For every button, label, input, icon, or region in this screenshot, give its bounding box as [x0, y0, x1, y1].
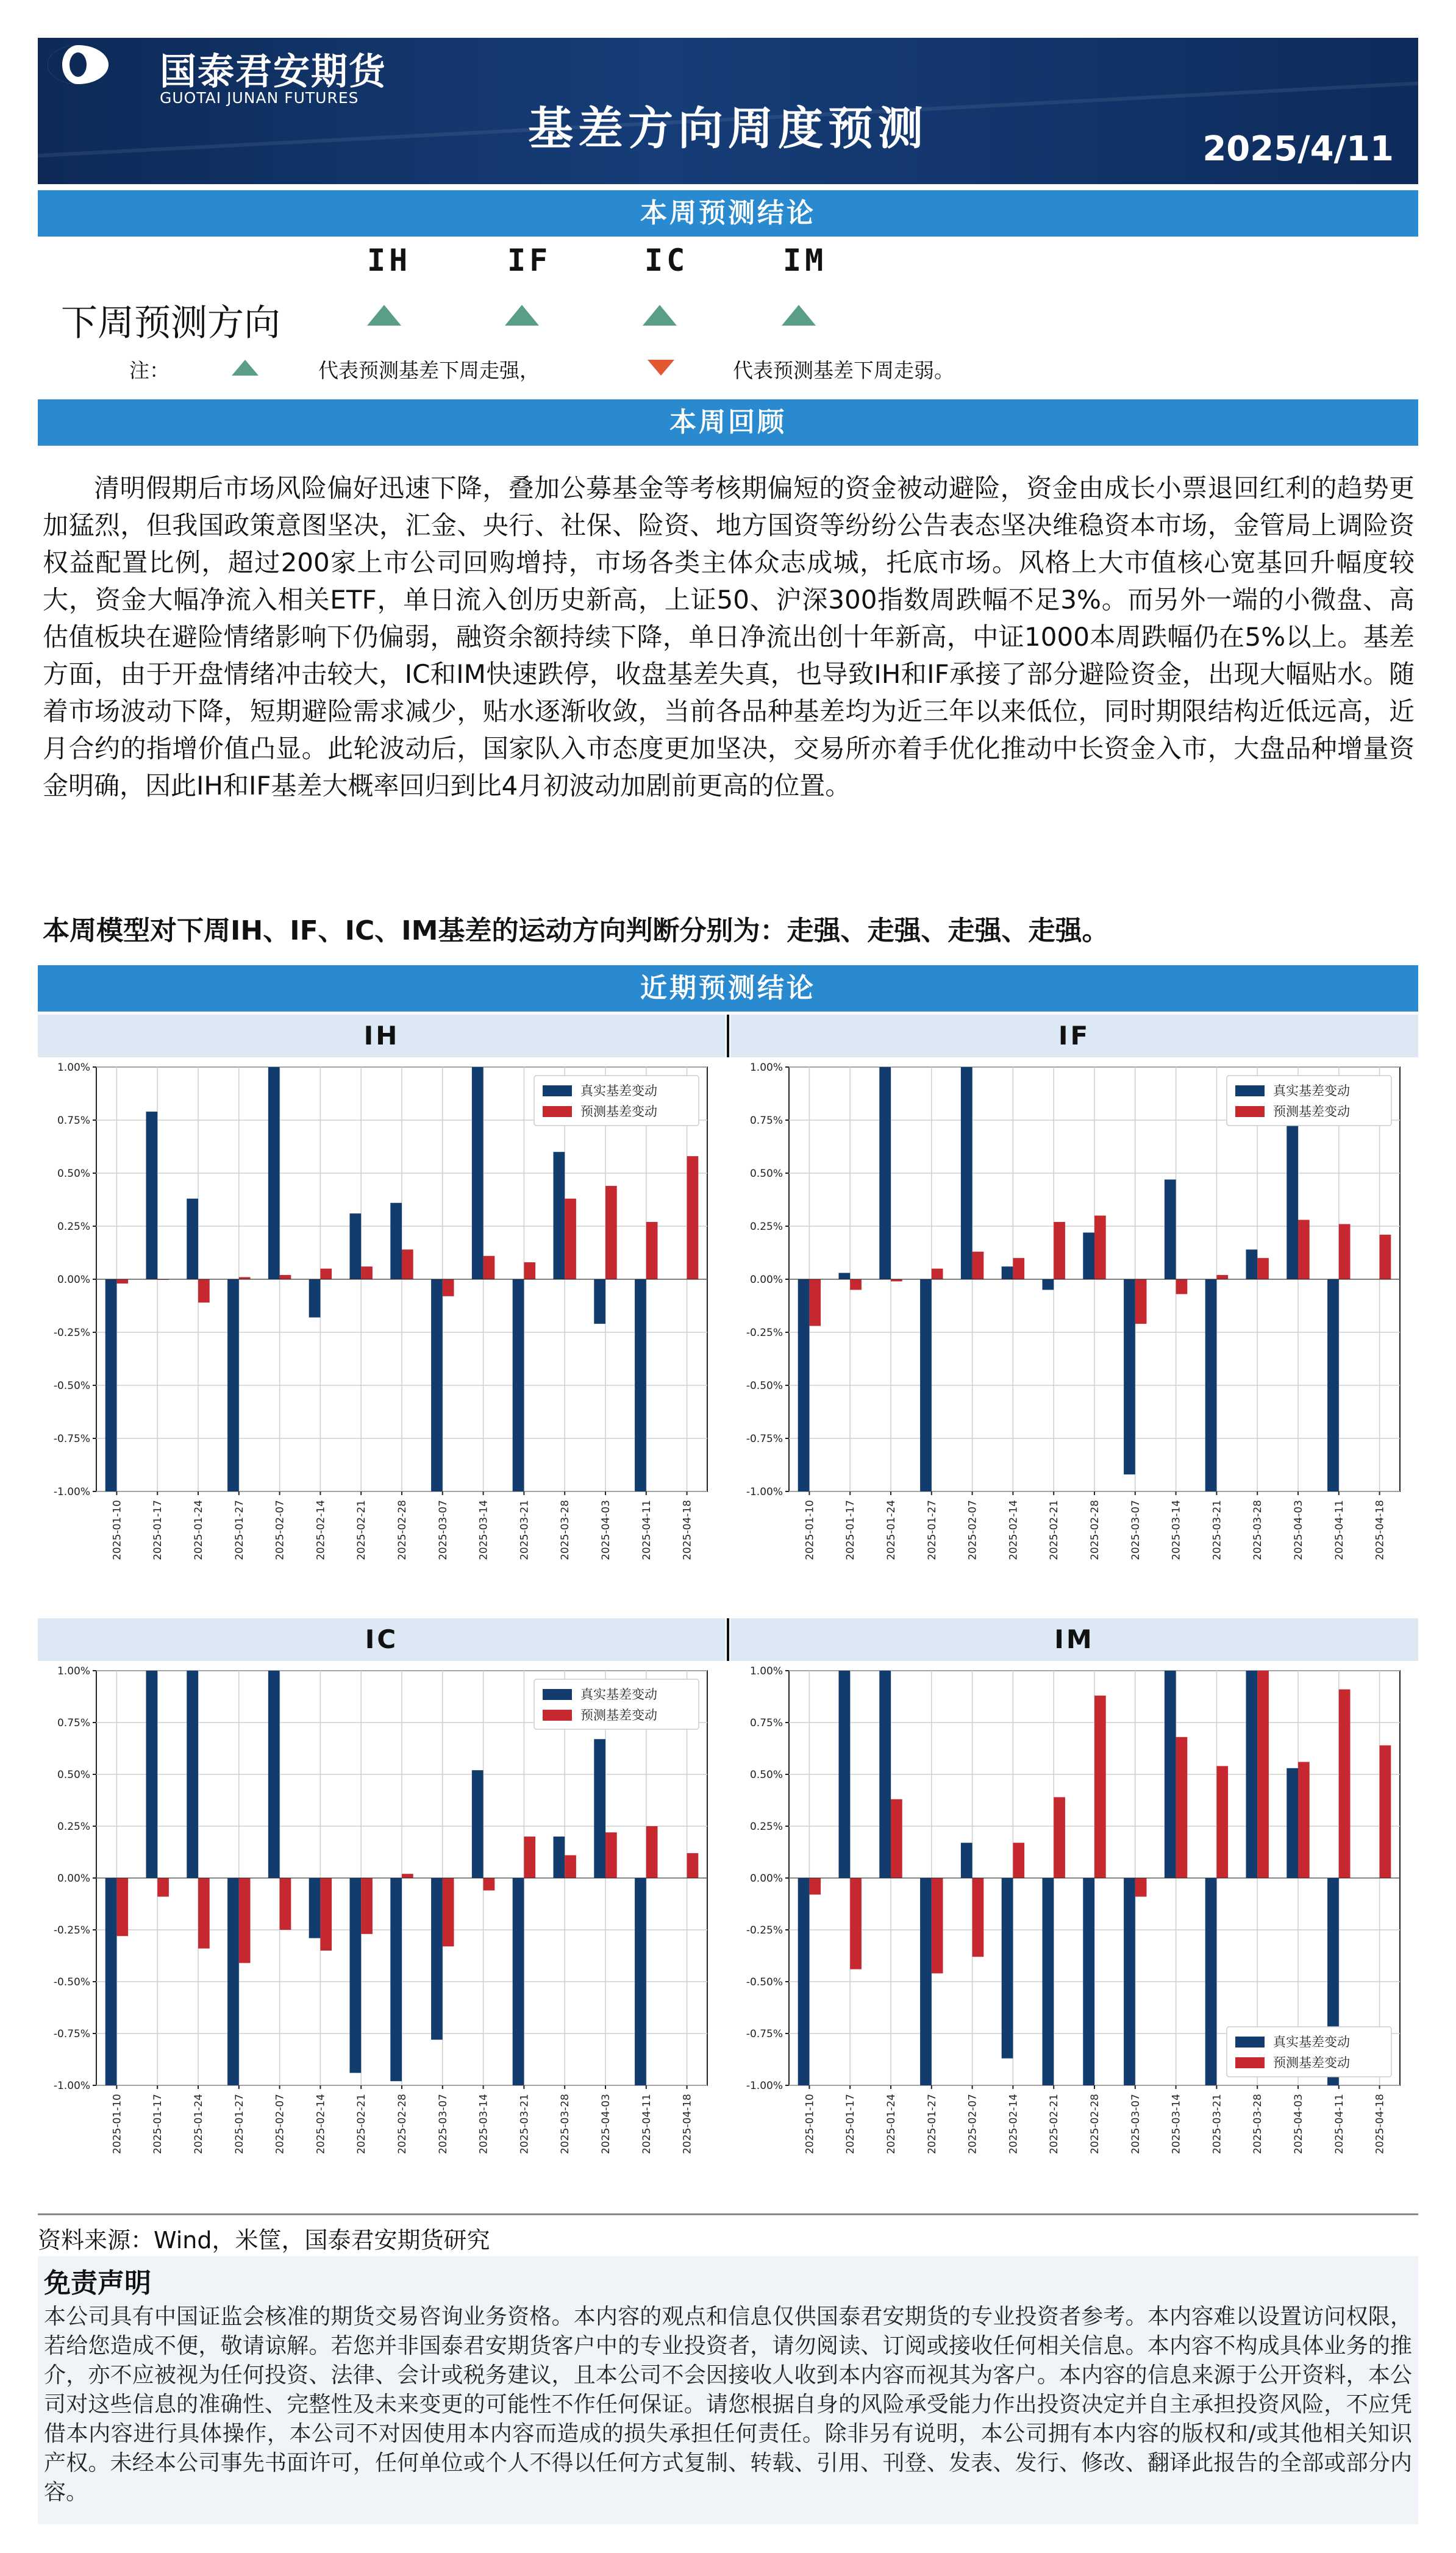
bar-predicted [1216, 1275, 1228, 1279]
disclaimer-title: 免责声明 [44, 2268, 151, 2299]
bar-predicted [484, 1878, 495, 1890]
legend-swatch [1235, 1106, 1265, 1117]
x-tick-label: 2025-01-10 [111, 2094, 124, 2154]
bar-predicted [402, 1249, 413, 1279]
bar-predicted [361, 1266, 373, 1279]
x-tick-label: 2025-01-17 [152, 2094, 165, 2154]
x-tick-label: 2025-01-27 [233, 1500, 246, 1560]
bar-actual [1246, 1249, 1257, 1279]
x-tick-label: 2025-02-21 [355, 1500, 368, 1560]
bar-predicted [809, 1279, 821, 1326]
bar-actual [472, 1770, 484, 1878]
bar-predicted [1176, 1737, 1188, 1878]
x-tick-label: 2025-04-18 [681, 2094, 694, 2154]
y-tick-label: -0.75% [53, 1433, 90, 1445]
y-tick-label: 0.00% [57, 1274, 90, 1286]
bar-predicted [565, 1855, 576, 1878]
x-tick-label: 2025-02-28 [1089, 2094, 1101, 2154]
legend-label: 预测基差变动 [580, 1104, 657, 1119]
bar-predicted [1257, 1258, 1269, 1279]
x-tick-label: 2025-04-03 [1293, 1500, 1305, 1560]
bar-predicted [1380, 1235, 1391, 1279]
y-tick-label: 1.00% [749, 1062, 783, 1074]
y-tick-label: 0.25% [749, 1821, 783, 1833]
bar-actual [594, 1739, 605, 1878]
x-tick-label: 2025-04-11 [1333, 2094, 1346, 2154]
bar-predicted [1176, 1279, 1188, 1294]
bar-actual [1042, 1279, 1054, 1290]
bar-predicted [116, 1878, 128, 1936]
ih-basis-chart [38, 1061, 726, 1613]
bar-predicted [687, 1156, 699, 1279]
bar-predicted [361, 1878, 373, 1934]
disclaimer-text: 本公司具有中国证监会核准的期货交易咨询业务资格。本内容的观点和信息仅供国泰君安期货的专业投资者参考。本内容难以设置访问权限，若给您造成不便，敬请谅解。若您并非国泰君安期货客户中的专业投资者，请勿阅读、订阅或接收任何相关信息。本内容不构成具体业务的推介，亦不应被视为任何投资、法律、会计或税务建议，且本公司不会因接收人收到本内容而视其为客户。本内容的信息来源于公开资料，本公司对这些信息的准确性、完整性及未来变更的可能性不作任何保证。请您根据自身的风险承受能力作出投资决定并自主承担投资风险，不应凭借本内容进行具体操作，本公司不对因使用本内容而造成的损失承担任何责任。除非另有说明，本公司拥有本内容的版权和/或其他相关知识产权。未经本公司事先书面许可，任何单位或个人不得以任何方式复制、转载、引用、刊登、发表、发行、修改、翻译此报告的全部或部分内容。 [44, 2304, 1412, 2505]
bar-predicted [1054, 1222, 1065, 1279]
bar-predicted [932, 1269, 943, 1279]
x-tick-label: 2025-04-03 [1293, 2094, 1305, 2154]
x-tick-label: 2025-03-07 [437, 1500, 449, 1560]
bar-predicted [116, 1279, 128, 1284]
bar-predicted [443, 1279, 454, 1296]
bar-actual [594, 1279, 605, 1324]
bar-actual [1327, 1279, 1339, 1491]
bar-actual [920, 1279, 932, 1491]
bar-actual [961, 1067, 972, 1279]
x-tick-label: 2025-01-17 [844, 1500, 857, 1560]
disclaimer-box [38, 2256, 1418, 2524]
pred-col-ic: IC [644, 243, 689, 278]
bar-predicted [646, 1222, 658, 1279]
bar-actual [146, 1112, 157, 1279]
ic-basis-chart [38, 1665, 726, 2207]
y-tick-label: -1.00% [746, 1486, 783, 1498]
bar-actual [635, 1279, 646, 1491]
x-tick-label: 2025-03-14 [477, 2094, 490, 2154]
x-tick-label: 2025-01-10 [804, 1500, 816, 1560]
bar-actual [961, 1843, 972, 1878]
bar-actual [105, 1279, 117, 1491]
pred-col-im: IM [783, 243, 827, 278]
y-tick-label: 0.50% [749, 1168, 783, 1180]
bar-actual [838, 1671, 850, 1878]
model-conclusion: 本周模型对下周IH、IF、IC、IM基差的运动方向判断分别为：走强、走强、走强、走强。 [43, 915, 1109, 946]
bar-actual [1124, 1878, 1135, 2085]
report-header [38, 38, 1418, 184]
review-text [43, 470, 1415, 804]
bar-predicted [280, 1275, 291, 1279]
bar-actual [920, 1878, 932, 2085]
y-tick-label: -0.25% [53, 1327, 90, 1339]
x-tick-label: 2025-02-14 [315, 2094, 327, 2154]
bar-actual [431, 1878, 443, 2040]
bar-actual [146, 1671, 157, 1878]
y-tick-label: 1.00% [749, 1665, 783, 1677]
bar-predicted [198, 1279, 210, 1302]
pred-col-ih: IH [367, 243, 412, 278]
bar-actual [798, 1878, 810, 2085]
y-tick-label: -0.50% [53, 1976, 90, 1988]
x-tick-label: 2025-02-28 [1089, 1500, 1101, 1560]
bar-actual [431, 1279, 443, 1491]
y-tick-label: 0.50% [57, 1168, 90, 1180]
x-tick-label: 2025-01-24 [193, 2094, 205, 2154]
bar-actual [1124, 1279, 1135, 1474]
note-up-text: 代表预测基差下周走强， [318, 359, 540, 382]
x-tick-label: 2025-02-14 [1007, 1500, 1020, 1560]
x-tick-label: 2025-03-14 [477, 1500, 490, 1560]
chart-title-ic: IC [38, 1618, 726, 1661]
y-tick-label: -0.75% [746, 1433, 783, 1445]
legend-down-arrow-icon [648, 360, 674, 376]
y-tick-label: 0.00% [749, 1873, 783, 1885]
im-basis-chart [730, 1665, 1418, 2207]
bar-predicted [687, 1853, 699, 1878]
bar-predicted [1013, 1258, 1024, 1279]
note-down-text: 代表预测基差下周走弱。 [733, 359, 954, 382]
y-tick-label: 0.00% [57, 1873, 90, 1885]
prediction-panel [38, 238, 1418, 390]
ih-up-arrow-icon [367, 305, 401, 326]
bar-predicted [1094, 1696, 1106, 1878]
y-tick-label: 0.25% [749, 1221, 783, 1233]
legend-up-arrow-icon [232, 360, 259, 376]
y-tick-label: -0.75% [53, 2028, 90, 2040]
legend-swatch [1235, 1085, 1265, 1096]
y-tick-label: 0.25% [57, 1221, 90, 1233]
x-tick-label: 2025-01-27 [926, 2094, 938, 2154]
x-tick-label: 2025-01-24 [193, 1500, 205, 1560]
bar-actual [1286, 1112, 1298, 1279]
y-tick-label: -0.50% [746, 1976, 783, 1988]
y-tick-label: -1.00% [53, 2080, 90, 2092]
bar-predicted [809, 1878, 821, 1894]
page-title: 基差方向周度预测 [528, 102, 928, 155]
x-tick-label: 2025-02-14 [315, 1500, 327, 1560]
x-tick-label: 2025-04-11 [1333, 1500, 1346, 1560]
if-up-arrow-icon [505, 305, 539, 326]
chart-title-ih: IH [38, 1015, 726, 1057]
x-tick-label: 2025-01-24 [885, 2094, 898, 2154]
bar-actual [268, 1671, 280, 1878]
legend-swatch [1235, 2057, 1265, 2068]
bar-predicted [1339, 1224, 1351, 1279]
legend-label: 预测基差变动 [580, 1708, 657, 1723]
legend-label: 真实基差变动 [1273, 1084, 1350, 1098]
y-tick-label: -1.00% [53, 1486, 90, 1498]
review-paragraph: 清明假期后市场风险偏好迅速下降，叠加公募基金等考核期偏短的资金被动避险，资金由成长小票退回红利的趋势更加猛烈，但我国政策意图坚决，汇金、央行、社保、险资、地方国资等纷纷公告表态坚决维稳资本市场，金管局上调险资权益配置比例，超过200家上市公司回购增持，市场各类主体众志成城，托底市场。风格上大市值核心宽基回升幅度较大，资金大幅净流入相关ETF，单日流入创历史新高，上证50、沪深300指数周跌幅不足3%。而另外一端的小微盘、高估值板块在避险情绪影响下仍偏弱，融资余额持续下降，单日净流出创十年新高，中证1000本周跌幅仍在5%以上。基差方面，由于开盘情绪冲击较大，IC和IM快速跌停，收盘基差失真，也导致IH和IF承接了部分避险资金，出现大幅贴水。随着市场波动下降，短期避险需求减少，贴水逐渐收敛，当前各品种基差均为近三年以来低位，同时期限结构近低远高，近月合约的指增价值凸显。此轮波动后，国家队入市态度更加坚决，交易所亦着手优化推动中长资金入市，大盘品种增量资金明确，因此IH和IF基差大概率回归到比4月初波动加剧前更高的位置。 [43, 473, 1415, 801]
bar-actual [105, 1878, 117, 2085]
y-tick-label: 0.75% [57, 1115, 90, 1127]
bar-actual [309, 1279, 321, 1318]
x-tick-label: 2025-03-14 [1170, 2094, 1183, 2154]
x-tick-label: 2025-01-10 [804, 2094, 816, 2154]
x-tick-label: 2025-03-07 [437, 2094, 449, 2154]
x-tick-label: 2025-02-21 [1048, 1500, 1061, 1560]
bar-actual [1205, 1878, 1217, 2085]
legend-label: 真实基差变动 [1273, 2035, 1350, 2049]
bar-predicted [157, 1878, 169, 1897]
bar-actual [390, 1878, 402, 2081]
bar-predicted [1054, 1797, 1065, 1878]
bar-predicted [1135, 1279, 1147, 1324]
x-tick-label: 2025-02-07 [274, 1500, 287, 1560]
y-tick-label: -0.50% [53, 1380, 90, 1392]
bar-actual [798, 1279, 810, 1491]
section-bar-review: 本周回顾 [38, 399, 1418, 446]
note-prefix: 注： [129, 359, 170, 382]
x-tick-label: 2025-04-18 [681, 1500, 694, 1560]
bar-actual [1246, 1671, 1257, 1878]
x-tick-label: 2025-01-27 [233, 2094, 246, 2154]
bar-actual [553, 1837, 565, 1878]
bar-predicted [605, 1186, 617, 1279]
section-bar-conclusion: 本周预测结论 [38, 190, 1418, 237]
x-tick-label: 2025-04-03 [600, 1500, 612, 1560]
report-date: 2025/4/11 [1202, 129, 1394, 169]
bar-predicted [239, 1878, 251, 1963]
y-tick-label: 0.00% [749, 1274, 783, 1286]
x-tick-label: 2025-02-07 [966, 2094, 979, 2154]
legend-swatch [1235, 2037, 1265, 2048]
y-tick-label: -0.75% [746, 2028, 783, 2040]
company-name-cn: 国泰君安期货 [160, 51, 387, 93]
x-tick-label: 2025-02-14 [1007, 2094, 1020, 2154]
x-tick-label: 2025-03-14 [1170, 1500, 1183, 1560]
bar-actual [513, 1878, 524, 2085]
y-tick-label: -0.25% [53, 1924, 90, 1937]
bar-actual [309, 1878, 321, 1938]
bar-predicted [605, 1832, 617, 1878]
legend-label: 真实基差变动 [580, 1084, 657, 1098]
chart-title-if: IF [730, 1015, 1418, 1057]
bar-predicted [198, 1878, 210, 1949]
x-tick-label: 2025-03-07 [1129, 2094, 1142, 2154]
y-tick-label: 0.75% [749, 1717, 783, 1729]
x-tick-label: 2025-02-21 [1048, 2094, 1061, 2154]
bar-predicted [1339, 1690, 1351, 1878]
legend-label: 真实基差变动 [580, 1687, 657, 1702]
x-tick-label: 2025-04-18 [1374, 1500, 1386, 1560]
x-tick-label: 2025-03-28 [559, 2094, 572, 2154]
bar-actual [553, 1152, 565, 1279]
x-tick-label: 2025-04-03 [600, 2094, 612, 2154]
legend-swatch [543, 1106, 572, 1117]
x-tick-label: 2025-03-21 [518, 1500, 531, 1560]
chart-title-im: IM [730, 1618, 1418, 1661]
bar-predicted [1298, 1762, 1310, 1878]
bar-actual [187, 1199, 198, 1279]
bar-actual [635, 1878, 646, 2085]
bar-predicted [565, 1199, 576, 1279]
x-tick-label: 2025-03-28 [1252, 2094, 1265, 2154]
y-tick-label: -0.50% [746, 1380, 783, 1392]
prediction-label: 下周预测方向 [61, 302, 280, 345]
y-tick-label: 0.25% [57, 1821, 90, 1833]
bar-predicted [239, 1277, 251, 1279]
ic-up-arrow-icon [643, 305, 677, 326]
x-tick-label: 2025-03-21 [518, 2094, 531, 2154]
bar-actual [349, 1213, 361, 1279]
bar-predicted [646, 1826, 658, 1878]
bar-predicted [850, 1878, 862, 1969]
y-tick-label: 1.00% [57, 1665, 90, 1677]
bar-actual [268, 1067, 280, 1279]
x-tick-label: 2025-02-21 [355, 2094, 368, 2154]
bar-predicted [524, 1837, 535, 1878]
bar-actual [390, 1203, 402, 1279]
section-bar-recent: 近期预测结论 [38, 965, 1418, 1012]
bar-actual [227, 1878, 239, 2085]
bar-predicted [932, 1878, 943, 1973]
bar-actual [472, 1067, 484, 1279]
bar-predicted [1135, 1878, 1147, 1897]
x-tick-label: 2025-01-10 [111, 1500, 124, 1560]
bar-actual [187, 1671, 198, 1878]
x-tick-label: 2025-01-17 [152, 1500, 165, 1560]
legend-swatch [543, 1710, 572, 1721]
legend-swatch [543, 1689, 572, 1700]
y-tick-label: -1.00% [746, 2080, 783, 2092]
bar-actual [349, 1878, 361, 2073]
x-tick-label: 2025-02-28 [396, 2094, 409, 2154]
company-logo-icon [43, 41, 134, 88]
x-tick-label: 2025-02-28 [396, 1500, 409, 1560]
y-tick-label: -0.25% [746, 1924, 783, 1937]
legend-label: 预测基差变动 [1273, 1104, 1350, 1119]
bar-predicted [1257, 1671, 1269, 1878]
x-tick-label: 2025-01-17 [844, 2094, 857, 2154]
bar-predicted [320, 1878, 332, 1951]
bar-actual [1083, 1878, 1094, 2085]
bar-predicted [320, 1269, 332, 1279]
y-tick-label: 0.75% [57, 1717, 90, 1729]
x-tick-label: 2025-01-24 [885, 1500, 898, 1560]
x-tick-label: 2025-03-21 [1211, 1500, 1224, 1560]
bar-predicted [443, 1878, 454, 1946]
if-basis-chart [730, 1061, 1418, 1613]
bar-predicted [1094, 1216, 1106, 1279]
bar-actual [1042, 1878, 1054, 2085]
bar-actual [879, 1671, 891, 1878]
bar-predicted [1298, 1220, 1310, 1279]
bar-actual [1002, 1878, 1013, 2058]
x-tick-label: 2025-04-11 [640, 2094, 653, 2154]
bar-predicted [1013, 1843, 1024, 1878]
bar-predicted [850, 1279, 862, 1290]
y-tick-label: -0.25% [746, 1327, 783, 1339]
company-name-en: GUOTAI JUNAN FUTURES [160, 89, 359, 107]
bar-actual [1083, 1232, 1094, 1279]
y-tick-label: 0.75% [749, 1115, 783, 1127]
bar-predicted [280, 1878, 291, 1930]
y-tick-label: 0.50% [749, 1769, 783, 1781]
bar-predicted [972, 1878, 984, 1957]
chart-divider [727, 1015, 729, 1057]
bar-predicted [891, 1279, 902, 1281]
y-tick-label: 1.00% [57, 1062, 90, 1074]
bar-predicted [972, 1252, 984, 1279]
bar-actual [1286, 1768, 1298, 1878]
bar-actual [838, 1273, 850, 1279]
x-tick-label: 2025-03-21 [1211, 2094, 1224, 2154]
x-tick-label: 2025-01-27 [926, 1500, 938, 1560]
bar-actual [1165, 1179, 1176, 1279]
bar-actual [1002, 1266, 1013, 1279]
data-source: 资料来源：Wind，米筐，国泰君安期货研究 [38, 2213, 1418, 2255]
x-tick-label: 2025-03-07 [1129, 1500, 1142, 1560]
bar-predicted [891, 1799, 902, 1878]
bar-predicted [524, 1262, 535, 1279]
bar-actual [879, 1067, 891, 1279]
bar-actual [1165, 1671, 1176, 1878]
y-tick-label: 0.50% [57, 1769, 90, 1781]
x-tick-label: 2025-04-11 [640, 1500, 653, 1560]
pred-col-if: IF [507, 243, 552, 278]
legend-label: 预测基差变动 [1273, 2055, 1350, 2070]
chart-divider [727, 1618, 729, 1661]
bar-actual [1205, 1279, 1217, 1491]
x-tick-label: 2025-04-18 [1374, 2094, 1386, 2154]
bar-predicted [402, 1874, 413, 1878]
bar-actual [227, 1279, 239, 1491]
bar-predicted [484, 1256, 495, 1279]
bar-actual [513, 1279, 524, 1491]
im-up-arrow-icon [782, 305, 816, 326]
x-tick-label: 2025-03-28 [1252, 1500, 1265, 1560]
x-tick-label: 2025-02-07 [966, 1500, 979, 1560]
bar-predicted [1380, 1745, 1391, 1878]
x-tick-label: 2025-02-07 [274, 2094, 287, 2154]
legend-swatch [543, 1085, 572, 1096]
x-tick-label: 2025-03-28 [559, 1500, 572, 1560]
bar-predicted [1216, 1766, 1228, 1878]
